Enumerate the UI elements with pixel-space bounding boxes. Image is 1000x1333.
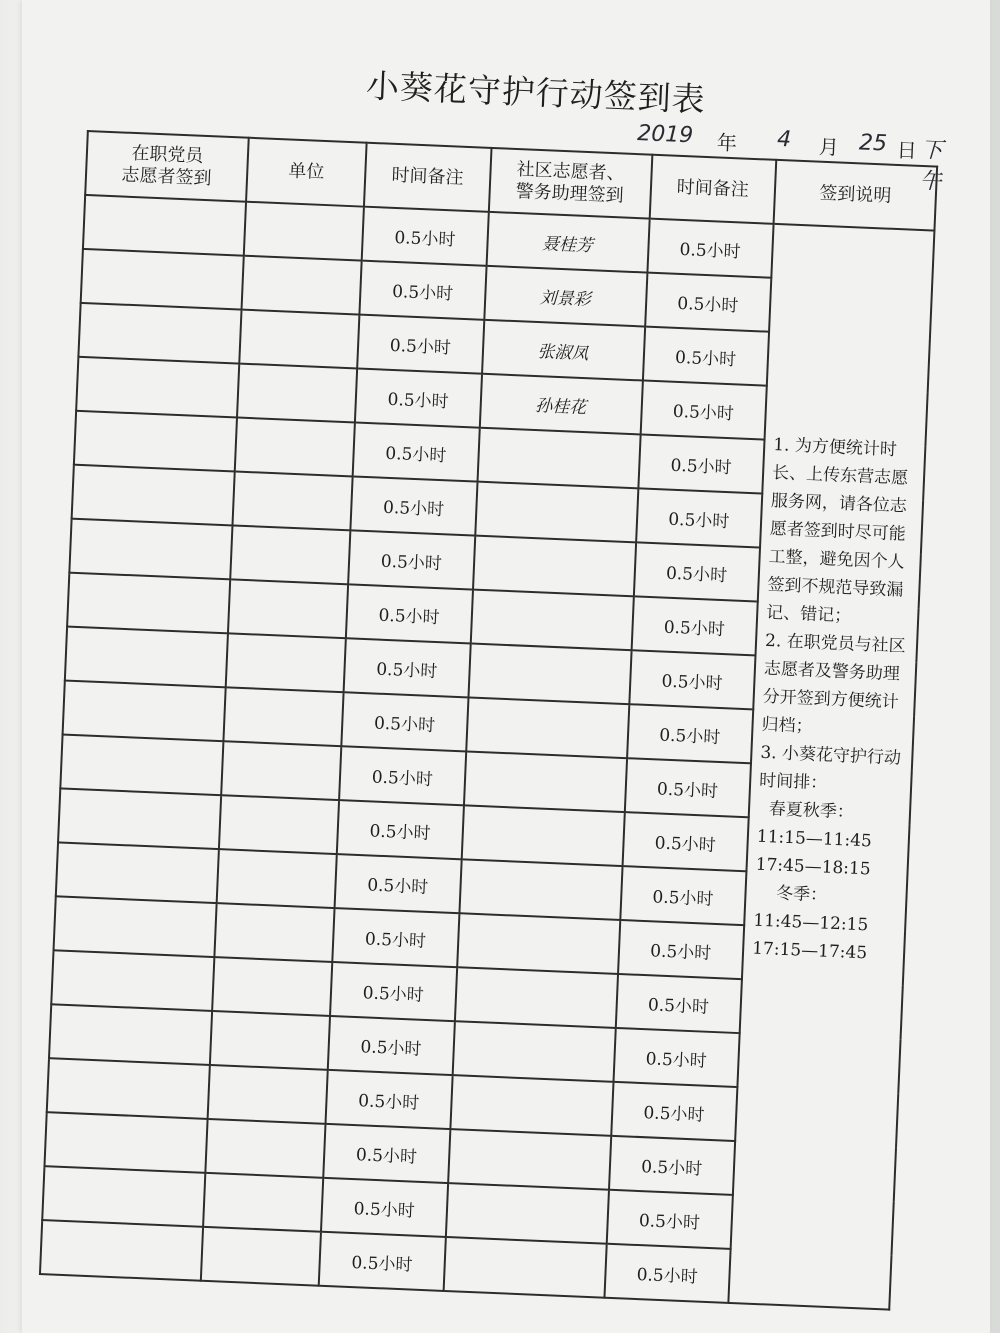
unit-cell xyxy=(201,1227,321,1286)
date-month-label: 月 xyxy=(818,134,840,160)
community-signature-cell xyxy=(461,805,624,866)
time-note-cell: 0.5小时 xyxy=(323,1124,450,1183)
community-signature-cell xyxy=(443,1237,606,1298)
signin-table xyxy=(39,130,938,1311)
header-party-volunteer: 在职党员 志愿者签到 xyxy=(85,131,249,202)
time-note-cell: 0.5小时 xyxy=(330,962,457,1021)
time-note-cell: 0.5小时 xyxy=(627,704,754,763)
date-year: 2019 xyxy=(636,121,694,149)
party-signature-cell xyxy=(63,681,226,742)
party-signature-cell xyxy=(74,411,237,472)
party-signature-cell xyxy=(81,249,244,310)
community-signature-cell xyxy=(468,643,631,704)
time-note-cell: 0.5小时 xyxy=(335,854,462,913)
time-note-cell: 0.5小时 xyxy=(328,1016,455,1075)
time-note-cell: 0.5小时 xyxy=(362,207,489,266)
notes-text: 1. 为方便统计时长、上传东营志愿服务网，请各位志愿者签到时尽可能工整，避免因个人签到不规范导致漏记、错记； 2. 在职党员与社区志愿者及警务助理分开签到方便统计归档； 3. 小葵花守护行动时间排： 春夏秋季： 11:15—11:45 17:45—18:15 冬季： 11:45—12:15 17:15—17:45 xyxy=(751,435,909,964)
unit-cell xyxy=(228,579,348,638)
time-note-cell: 0.5小时 xyxy=(611,1082,738,1141)
time-note-cell: 0.5小时 xyxy=(337,800,464,859)
unit-cell xyxy=(237,364,357,423)
header-unit: 单位 xyxy=(246,138,367,207)
unit-cell xyxy=(223,687,343,746)
date-month: 4 xyxy=(776,126,792,153)
unit-cell xyxy=(221,741,341,800)
unit-cell xyxy=(230,525,350,584)
header-community-volunteer: 社区志愿者、 警务助理签到 xyxy=(488,148,652,219)
header-time-note-1: 时间备注 xyxy=(364,143,491,212)
party-signature-cell xyxy=(78,303,241,364)
time-note-cell: 0.5小时 xyxy=(339,746,466,805)
time-note-cell: 0.5小时 xyxy=(359,261,486,320)
time-note-cell: 0.5小时 xyxy=(631,596,758,655)
party-signature-cell xyxy=(67,573,230,634)
unit-cell xyxy=(203,1173,323,1232)
community-signature-cell xyxy=(445,1183,608,1244)
unit-cell xyxy=(210,1011,330,1070)
unit-cell xyxy=(235,418,355,477)
community-signature-cell xyxy=(470,590,633,651)
time-note-cell: 0.5小时 xyxy=(355,369,482,428)
unit-cell xyxy=(232,471,352,530)
date-day-label: 日 xyxy=(896,137,918,163)
time-note-cell: 0.5小时 xyxy=(350,476,477,535)
party-signature-cell xyxy=(51,950,214,1011)
party-signature-cell xyxy=(76,357,239,418)
community-signature-cell xyxy=(463,751,626,812)
time-note-cell: 0.5小时 xyxy=(604,1244,731,1303)
time-note-cell: 0.5小时 xyxy=(608,1136,735,1195)
time-note-cell: 0.5小时 xyxy=(622,812,749,871)
community-signature-cell: 刘景彩 xyxy=(484,266,647,327)
time-note-cell: 0.5小时 xyxy=(319,1232,446,1291)
time-note-cell: 0.5小时 xyxy=(348,530,475,589)
time-note-cell: 0.5小时 xyxy=(321,1178,448,1237)
time-note-cell: 0.5小时 xyxy=(629,650,756,709)
community-signature-cell xyxy=(454,967,617,1028)
time-note-cell: 0.5小时 xyxy=(346,584,473,643)
time-note-cell: 0.5小时 xyxy=(636,488,763,547)
unit-cell xyxy=(242,256,362,315)
party-signature-cell xyxy=(40,1220,203,1281)
time-note-cell: 0.5小时 xyxy=(613,1028,740,1087)
party-signature-cell xyxy=(54,896,217,957)
community-signature-cell xyxy=(448,1129,611,1190)
party-signature-cell xyxy=(44,1112,207,1173)
community-signature-cell xyxy=(452,1021,615,1082)
time-note-cell: 0.5小时 xyxy=(640,380,767,439)
community-signature-cell: 张淑凤 xyxy=(482,320,645,381)
unit-cell xyxy=(226,633,346,692)
party-signature-cell xyxy=(49,1004,212,1065)
time-note-cell: 0.5小时 xyxy=(618,920,745,979)
unit-cell xyxy=(217,849,337,908)
time-note-cell: 0.5小时 xyxy=(645,273,772,332)
unit-cell xyxy=(244,202,364,261)
time-note-cell: 0.5小时 xyxy=(357,315,484,374)
date-year-label: 年 xyxy=(716,130,738,156)
unit-cell xyxy=(212,957,332,1016)
party-signature-cell xyxy=(65,627,228,688)
party-signature-cell xyxy=(42,1166,205,1227)
time-note-cell: 0.5小时 xyxy=(353,422,480,481)
community-signature-cell xyxy=(466,697,629,758)
time-note-cell: 0.5小时 xyxy=(606,1190,733,1249)
party-signature-cell xyxy=(60,734,223,795)
time-note-cell: 0.5小时 xyxy=(332,908,459,967)
paper-sheet xyxy=(22,0,990,1333)
unit-cell xyxy=(205,1119,325,1178)
time-note-cell: 0.5小时 xyxy=(633,542,760,601)
unit-cell xyxy=(219,795,339,854)
community-signature-cell: 聂桂芳 xyxy=(486,212,649,273)
unit-cell xyxy=(208,1065,328,1124)
party-signature-cell xyxy=(72,465,235,526)
party-signature-cell xyxy=(56,842,219,903)
header-notes: 签到说明 xyxy=(774,160,938,231)
date-period: 下午 xyxy=(918,137,944,195)
time-note-cell: 0.5小时 xyxy=(624,758,751,817)
date-day: 25 xyxy=(858,130,888,157)
community-signature-cell xyxy=(450,1075,613,1136)
time-note-cell: 0.5小时 xyxy=(615,974,742,1033)
community-signature-cell xyxy=(475,482,638,543)
unit-cell xyxy=(239,310,359,369)
community-signature-cell: 孙桂花 xyxy=(479,374,642,435)
time-note-cell: 0.5小时 xyxy=(620,866,747,925)
time-note-cell: 0.5小时 xyxy=(642,327,769,386)
unit-cell xyxy=(214,903,334,962)
time-note-cell: 0.5小时 xyxy=(647,219,774,278)
party-signature-cell xyxy=(83,195,246,256)
party-signature-cell xyxy=(69,519,232,580)
time-note-cell: 0.5小时 xyxy=(344,638,471,697)
party-signature-cell xyxy=(58,788,221,849)
header-time-note-2: 时间备注 xyxy=(649,155,776,224)
community-signature-cell xyxy=(457,913,620,974)
community-signature-cell xyxy=(477,428,640,489)
party-signature-cell xyxy=(47,1058,210,1119)
community-signature-cell xyxy=(459,859,622,920)
time-note-cell: 0.5小时 xyxy=(341,692,468,751)
page-title: 小葵花守护行动签到表 xyxy=(365,65,707,120)
time-note-cell: 0.5小时 xyxy=(638,434,765,493)
time-note-cell: 0.5小时 xyxy=(326,1070,453,1129)
community-signature-cell xyxy=(473,536,636,597)
